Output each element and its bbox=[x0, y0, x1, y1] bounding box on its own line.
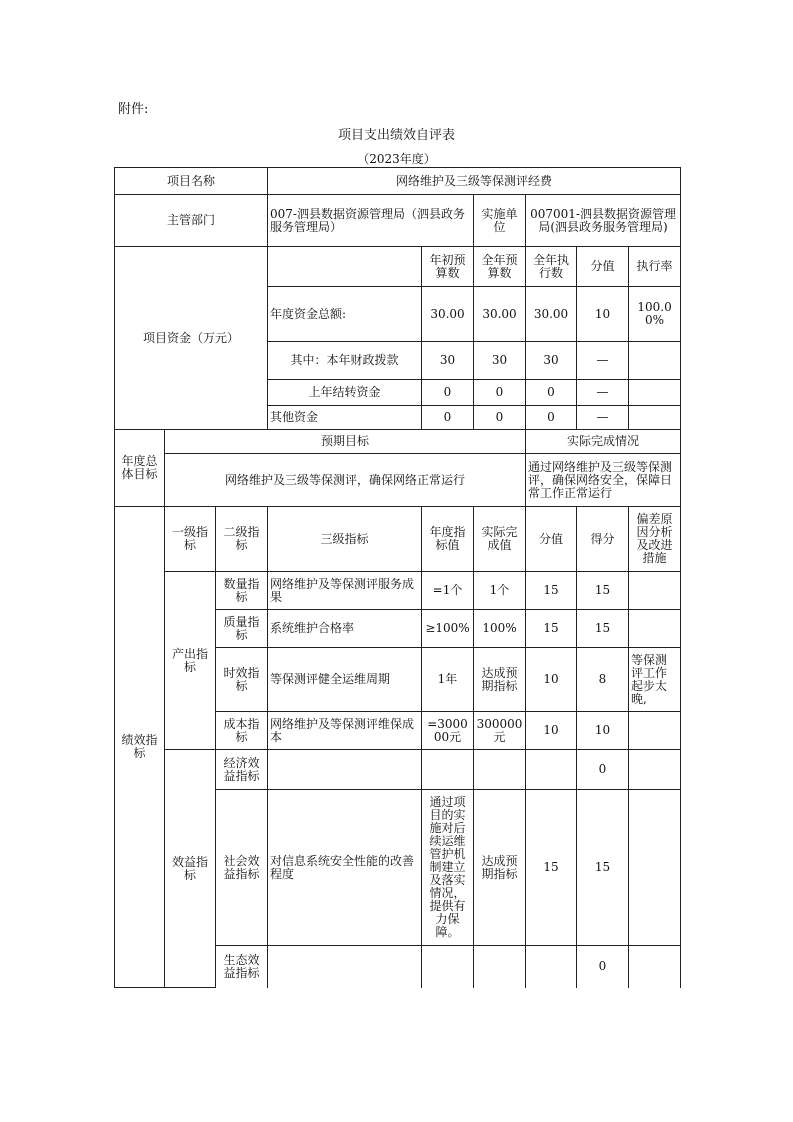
indicator-level2: 经济效益指标 bbox=[216, 750, 268, 790]
indicator-header-target: 年度指标值 bbox=[422, 507, 474, 572]
funds-executed: 30.00 bbox=[526, 287, 577, 342]
indicator-level3: 网络维护及等保测评服务成果 bbox=[268, 572, 422, 610]
indicator-deviation: 等保测评工作起步太晚, bbox=[629, 648, 681, 712]
indicator-header-score: 得分 bbox=[577, 507, 629, 572]
project-name-row bbox=[115, 168, 681, 195]
funds-executed: 30 bbox=[526, 342, 577, 380]
indicator-deviation bbox=[629, 750, 681, 790]
funds-header-rate: 执行率 bbox=[629, 247, 681, 287]
funds-score-value: — bbox=[577, 406, 629, 430]
funds-row-label: 上年结转资金 bbox=[268, 380, 422, 406]
funds-row-label: 年度资金总额: bbox=[268, 287, 422, 342]
indicator-target: =1个 bbox=[422, 572, 474, 610]
funds-header-score-value: 分值 bbox=[577, 247, 629, 287]
indicator-row bbox=[115, 572, 681, 610]
indicator-level2: 质量指标 bbox=[216, 610, 268, 648]
indicator-level3: 等保测评健全运维周期 bbox=[268, 648, 422, 712]
indicator-target bbox=[422, 750, 474, 790]
funds-header-budget-start: 年初预算数 bbox=[422, 247, 474, 287]
funds-budget-year: 0 bbox=[474, 406, 526, 430]
indicator-header-level3: 三级指标 bbox=[268, 507, 422, 572]
indicator-deviation bbox=[629, 572, 681, 610]
indicator-score-value bbox=[526, 750, 577, 790]
indicator-header-actual: 实际完成值 bbox=[474, 507, 526, 572]
indicator-level2: 成本指标 bbox=[216, 712, 268, 750]
benefit-indicators-label: 效益指标 bbox=[165, 750, 216, 988]
indicator-level2: 社会效益指标 bbox=[216, 790, 268, 946]
funds-executed: 0 bbox=[526, 406, 577, 430]
annual-goal-header-row bbox=[115, 430, 681, 454]
funds-row-label: 其他资金 bbox=[268, 406, 422, 430]
indicator-score: 15 bbox=[577, 790, 629, 946]
indicator-header-score-value: 分值 bbox=[526, 507, 577, 572]
indicator-score-value: 15 bbox=[526, 790, 577, 946]
funds-row-label: 其中：本年财政拨款 bbox=[268, 342, 422, 380]
funds-rate bbox=[629, 380, 681, 406]
funds-executed: 0 bbox=[526, 380, 577, 406]
indicator-score: 15 bbox=[577, 572, 629, 610]
indicator-score-value bbox=[526, 946, 577, 988]
funds-budget-start: 0 bbox=[422, 406, 474, 430]
funds-rate bbox=[629, 406, 681, 430]
indicator-score: 0 bbox=[577, 750, 629, 790]
department-row bbox=[115, 195, 681, 247]
self-evaluation-sheet bbox=[114, 167, 680, 980]
indicator-deviation bbox=[629, 610, 681, 648]
funds-header-budget-year: 全年预算数 bbox=[474, 247, 526, 287]
funds-score-value: 10 bbox=[577, 287, 629, 342]
expected-goal-label: 预期目标 bbox=[165, 430, 526, 454]
indicator-level2: 数量指标 bbox=[216, 572, 268, 610]
indicator-header-row bbox=[115, 507, 681, 572]
form-title: 项目支出绩效自评表 bbox=[337, 128, 455, 143]
indicator-target: 1年 bbox=[422, 648, 474, 712]
indicator-level3: 对信息系统安全性能的改善程度 bbox=[268, 790, 422, 946]
indicator-level2: 时效指标 bbox=[216, 648, 268, 712]
funds-label: 项目资金（万元） bbox=[115, 247, 268, 430]
project-name-value: 网络维护及三级等保测评经费 bbox=[268, 168, 681, 195]
funds-budget-year: 30.00 bbox=[474, 287, 526, 342]
indicator-score-value: 15 bbox=[526, 610, 577, 648]
indicator-actual bbox=[474, 946, 526, 988]
indicator-header-deviation: 偏差原因分析及改进措施 bbox=[629, 507, 681, 572]
funds-rate bbox=[629, 342, 681, 380]
funds-header-executed: 全年执行数 bbox=[526, 247, 577, 287]
self-evaluation-table bbox=[114, 167, 681, 988]
indicator-level2: 生态效益指标 bbox=[216, 946, 268, 988]
funds-budget-start: 0 bbox=[422, 380, 474, 406]
indicator-score: 10 bbox=[577, 712, 629, 750]
indicator-score-value: 15 bbox=[526, 572, 577, 610]
funds-score-value: — bbox=[577, 380, 629, 406]
indicator-level3: 网络维护及等保测评维保成本 bbox=[268, 712, 422, 750]
impl-label: 实施单位 bbox=[474, 195, 526, 247]
indicator-actual: 100% bbox=[474, 610, 526, 648]
indicator-deviation bbox=[629, 790, 681, 946]
indicator-level3 bbox=[268, 946, 422, 988]
impl-value: 007001-泗县数据资源管理局(泗县政务服务管理局) bbox=[526, 195, 681, 247]
indicator-level3: 系统维护合格率 bbox=[268, 610, 422, 648]
annual-goal-row bbox=[115, 454, 681, 507]
indicator-score-value: 10 bbox=[526, 712, 577, 750]
indicator-header-level1: 一级指标 bbox=[165, 507, 216, 572]
expected-goal: 网络维护及三级等保测评，确保网络正常运行 bbox=[165, 454, 526, 507]
funds-header-blank bbox=[268, 247, 422, 287]
funds-budget-start: 30 bbox=[422, 342, 474, 380]
indicator-row bbox=[115, 750, 681, 790]
funds-score-value: — bbox=[577, 342, 629, 380]
indicator-deviation bbox=[629, 712, 681, 750]
indicator-actual: 300000元 bbox=[474, 712, 526, 750]
performance-indicators-label: 绩效指标 bbox=[115, 507, 165, 988]
indicator-header-level2: 二级指标 bbox=[216, 507, 268, 572]
form-year: （2023年度） bbox=[357, 152, 436, 166]
indicator-actual bbox=[474, 750, 526, 790]
attachment-label: 附件: bbox=[118, 102, 149, 117]
indicator-target: 通过项目的实施对后续运维管护机制建立及落实情况，提供有力保障。 bbox=[422, 790, 474, 946]
indicator-target: =300000元 bbox=[422, 712, 474, 750]
actual-completion: 通过网络维护及三级等保测评，确保网络安全，保障日常工作正常运行 bbox=[526, 454, 681, 507]
indicator-score-value: 10 bbox=[526, 648, 577, 712]
dept-label: 主管部门 bbox=[115, 195, 268, 247]
indicator-actual: 1个 bbox=[474, 572, 526, 610]
indicator-score: 0 bbox=[577, 946, 629, 988]
funds-header-row bbox=[115, 247, 681, 287]
indicator-target bbox=[422, 946, 474, 988]
funds-budget-year: 30 bbox=[474, 342, 526, 380]
indicator-target: ≥100% bbox=[422, 610, 474, 648]
indicator-actual: 达成预期指标 bbox=[474, 790, 526, 946]
dept-value: 007-泗县数据资源管理局（泗县政务服务管理局） bbox=[268, 195, 474, 247]
indicator-score: 8 bbox=[577, 648, 629, 712]
annual-goal-label: 年度总体目标 bbox=[115, 430, 165, 507]
actual-completion-label: 实际完成情况 bbox=[526, 430, 681, 454]
funds-budget-start: 30.00 bbox=[422, 287, 474, 342]
indicator-deviation bbox=[629, 946, 681, 988]
funds-budget-year: 0 bbox=[474, 380, 526, 406]
output-indicators-label: 产出指标 bbox=[165, 572, 216, 750]
funds-rate: 100.00% bbox=[629, 287, 681, 342]
project-name-label: 项目名称 bbox=[115, 168, 268, 195]
indicator-level3 bbox=[268, 750, 422, 790]
indicator-score: 15 bbox=[577, 610, 629, 648]
indicator-actual: 达成预期指标 bbox=[474, 648, 526, 712]
